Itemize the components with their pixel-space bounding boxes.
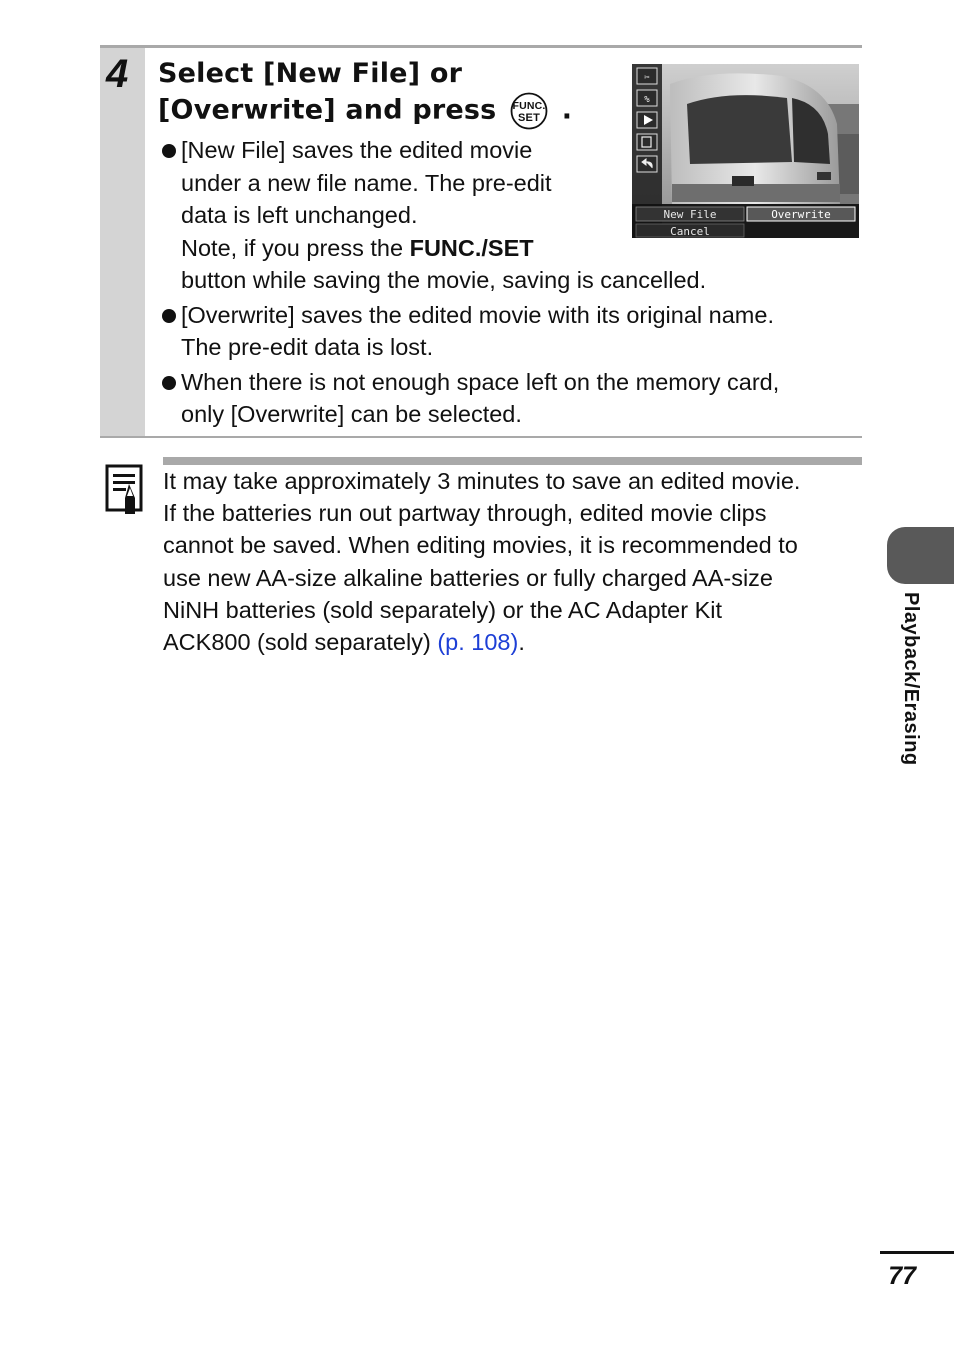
step-title-line2	[158, 92, 578, 130]
note-prefix: Note, if you press the	[181, 234, 410, 261]
note-line: cannot be saved. When editing movies, it is recommended to	[163, 532, 798, 559]
note-last-suffix: .	[518, 629, 525, 656]
svg-text:✂: ✂	[644, 73, 650, 83]
bullet-dot-icon	[162, 376, 176, 390]
bullet-line: only [Overwrite] can be selected.	[181, 401, 522, 427]
bullet-line: The pre-edit data is lost.	[181, 334, 434, 360]
chapter-label: Playback/Erasing	[900, 592, 922, 766]
note-line: use new AA-size alkaline batteries or fully charged AA-size	[163, 564, 774, 591]
func-set-bold: FUNC./SET	[409, 234, 534, 261]
note-last-line	[163, 626, 863, 658]
func-set-button-icon	[510, 92, 548, 130]
page-reference-link[interactable]: (p. 108)	[437, 629, 519, 656]
new-file-label: New File	[663, 208, 717, 221]
step-title	[158, 56, 578, 130]
note-header-bar	[163, 457, 862, 465]
bullet-dot-icon	[162, 309, 176, 323]
step-title-line2-prefix: [Overwrite] and press	[158, 94, 497, 126]
step-bullets	[160, 134, 850, 433]
chapter-tab	[887, 527, 954, 584]
bullet-dot-icon	[162, 144, 176, 158]
bullet-line: data is left unchanged.	[181, 202, 418, 228]
bullet-note-line	[181, 232, 850, 265]
page-number: 77	[888, 1262, 916, 1290]
bullet-new-file	[160, 134, 850, 297]
note-text	[163, 465, 863, 658]
set-label: SET	[518, 112, 541, 124]
step-box	[100, 45, 862, 438]
page-number-rule	[880, 1251, 954, 1254]
bullet-line: button while saving the movie, saving is cancelled.	[181, 267, 707, 293]
bullet-line: [Overwrite] saves the edited movie with its original name.	[181, 301, 774, 328]
step-number-column	[100, 48, 145, 436]
note-line: NiNH batteries (sold separately) or the AC Adapter Kit	[163, 596, 723, 623]
func-label: FUNC.	[512, 100, 546, 112]
note-line: It may take approximately 3 minutes to save an edited movie.	[163, 468, 801, 494]
bullet-line: under a new file name. The pre-edit	[181, 169, 552, 196]
note-memo-icon	[105, 462, 147, 514]
note-line: If the batteries run out partway through, edited movie clips	[163, 500, 767, 527]
bullet-line: When there is not enough space left on the memory card,	[181, 368, 780, 395]
step-title-line1: Select [New File] or	[158, 58, 463, 89]
bullet-line: [New File] saves the edited movie	[181, 137, 533, 163]
step-number: 4	[106, 52, 129, 96]
bullet-memory-card	[160, 366, 850, 431]
bullet-overwrite	[160, 299, 850, 364]
svg-text:%: %	[644, 95, 650, 105]
step-title-line2-suffix: .	[561, 94, 573, 126]
note-last-prefix: ACK800 (sold separately)	[163, 629, 438, 656]
overwrite-label: Overwrite	[771, 208, 831, 221]
cancel-label: Cancel	[670, 225, 710, 238]
